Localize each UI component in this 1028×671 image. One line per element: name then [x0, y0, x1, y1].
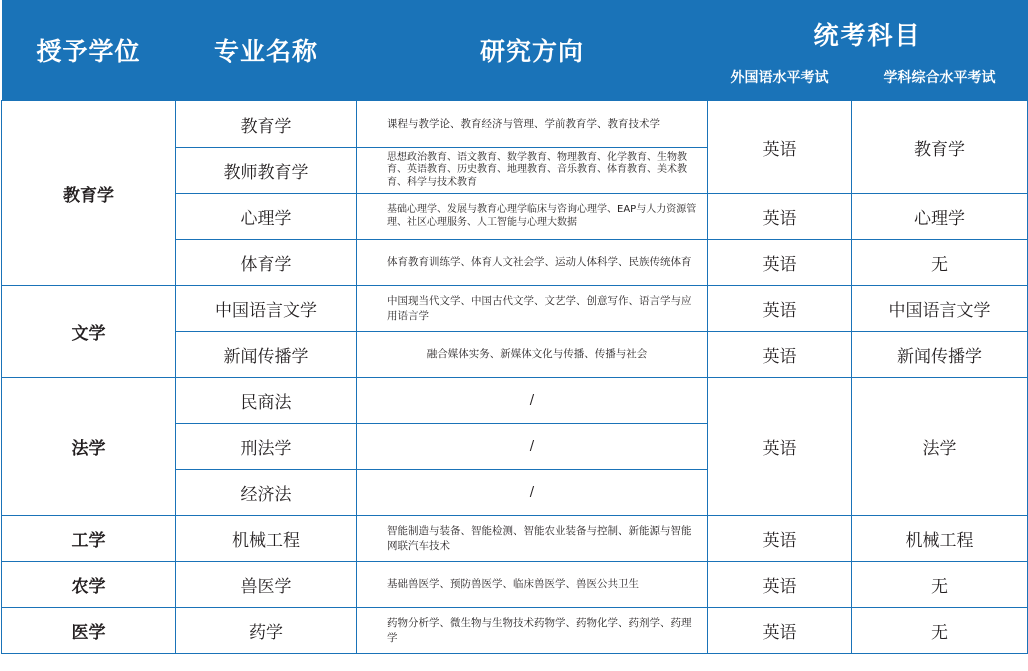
degree-cell: 文学: [2, 286, 176, 378]
lang-cell: 英语: [708, 608, 852, 654]
direction-cell: /: [357, 424, 708, 470]
major-cell: 体育学: [176, 240, 357, 286]
exam-subjects-table: [1, 0, 1028, 654]
direction-cell: /: [357, 378, 708, 424]
header-degree: 授予学位: [2, 0, 176, 101]
lang-cell: 英语: [708, 194, 852, 240]
comp-cell: 无: [852, 240, 1028, 286]
header-lang: 外国语水平考试: [708, 54, 852, 101]
table-row: [2, 378, 1028, 424]
degree-cell: 农学: [2, 562, 176, 608]
major-cell: 兽医学: [176, 562, 357, 608]
lang-cell: 英语: [708, 286, 852, 332]
lang-cell: 英语: [708, 562, 852, 608]
lang-cell: 英语: [708, 332, 852, 378]
comp-cell: 心理学: [852, 194, 1028, 240]
comp-cell: 中国语言文学: [852, 286, 1028, 332]
direction-cell: /: [357, 470, 708, 516]
lang-cell: 英语: [708, 516, 852, 562]
major-cell: 新闻传播学: [176, 332, 357, 378]
direction-cell: 体育教育训练学、体育人文社会学、运动人体科学、民族传统体育: [357, 240, 708, 286]
direction-cell: 药物分析学、微生物与生物技术药物学、药物化学、药剂学、药理学: [357, 608, 708, 654]
major-cell: 药学: [176, 608, 357, 654]
table-row: [2, 286, 1028, 332]
major-cell: 教育学: [176, 101, 357, 148]
major-cell: 中国语言文学: [176, 286, 357, 332]
major-cell: 经济法: [176, 470, 357, 516]
table-row: [2, 562, 1028, 608]
comp-cell: 机械工程: [852, 516, 1028, 562]
table-row: [2, 101, 1028, 148]
degree-cell: 医学: [2, 608, 176, 654]
comp-cell: 无: [852, 608, 1028, 654]
direction-cell: 中国现当代文学、中国古代文学、文艺学、创意写作、语言学与应用语言学: [357, 286, 708, 332]
comp-cell: 无: [852, 562, 1028, 608]
header-comp: 学科综合水平考试: [852, 54, 1028, 101]
major-cell: 机械工程: [176, 516, 357, 562]
header-major: 专业名称: [176, 0, 357, 101]
direction-cell: 基础兽医学、预防兽医学、临床兽医学、兽医公共卫生: [357, 562, 708, 608]
major-cell: 心理学: [176, 194, 357, 240]
lang-cell: 英语: [708, 240, 852, 286]
major-cell: 刑法学: [176, 424, 357, 470]
header-direction: 研究方向: [357, 0, 708, 101]
degree-cell: 法学: [2, 378, 176, 516]
degree-cell: 教育学: [2, 101, 176, 286]
comp-cell: 法学: [852, 378, 1028, 516]
lang-cell: 英语: [708, 101, 852, 194]
direction-cell: 课程与教学论、教育经济与管理、学前教育学、教育技术学: [357, 101, 708, 148]
direction-cell: 思想政治教育、语文教育、数学教育、物理教育、化学教育、生物教育、英语教育、历史教育、地理教育、音乐教育、体育教育、美术教育、科学与技术教育: [357, 148, 708, 194]
major-cell: 教师教育学: [176, 148, 357, 194]
degree-cell: 工学: [2, 516, 176, 562]
table-row: [2, 608, 1028, 654]
lang-cell: 英语: [708, 378, 852, 516]
direction-cell: 智能制造与装备、智能检测、智能农业装备与控制、新能源与智能网联汽车技术: [357, 516, 708, 562]
major-cell: 民商法: [176, 378, 357, 424]
comp-cell: 教育学: [852, 101, 1028, 194]
direction-cell: 基础心理学、发展与教育心理学临床与咨询心理学、EAP与人力资源管理、社区心理服务、人工智能与心理大数据: [357, 194, 708, 240]
direction-cell: 融合媒体实务、新媒体文化与传播、传播与社会: [357, 332, 708, 378]
comp-cell: 新闻传播学: [852, 332, 1028, 378]
header-exam: 统考科目: [708, 0, 1028, 54]
table-row: [2, 516, 1028, 562]
